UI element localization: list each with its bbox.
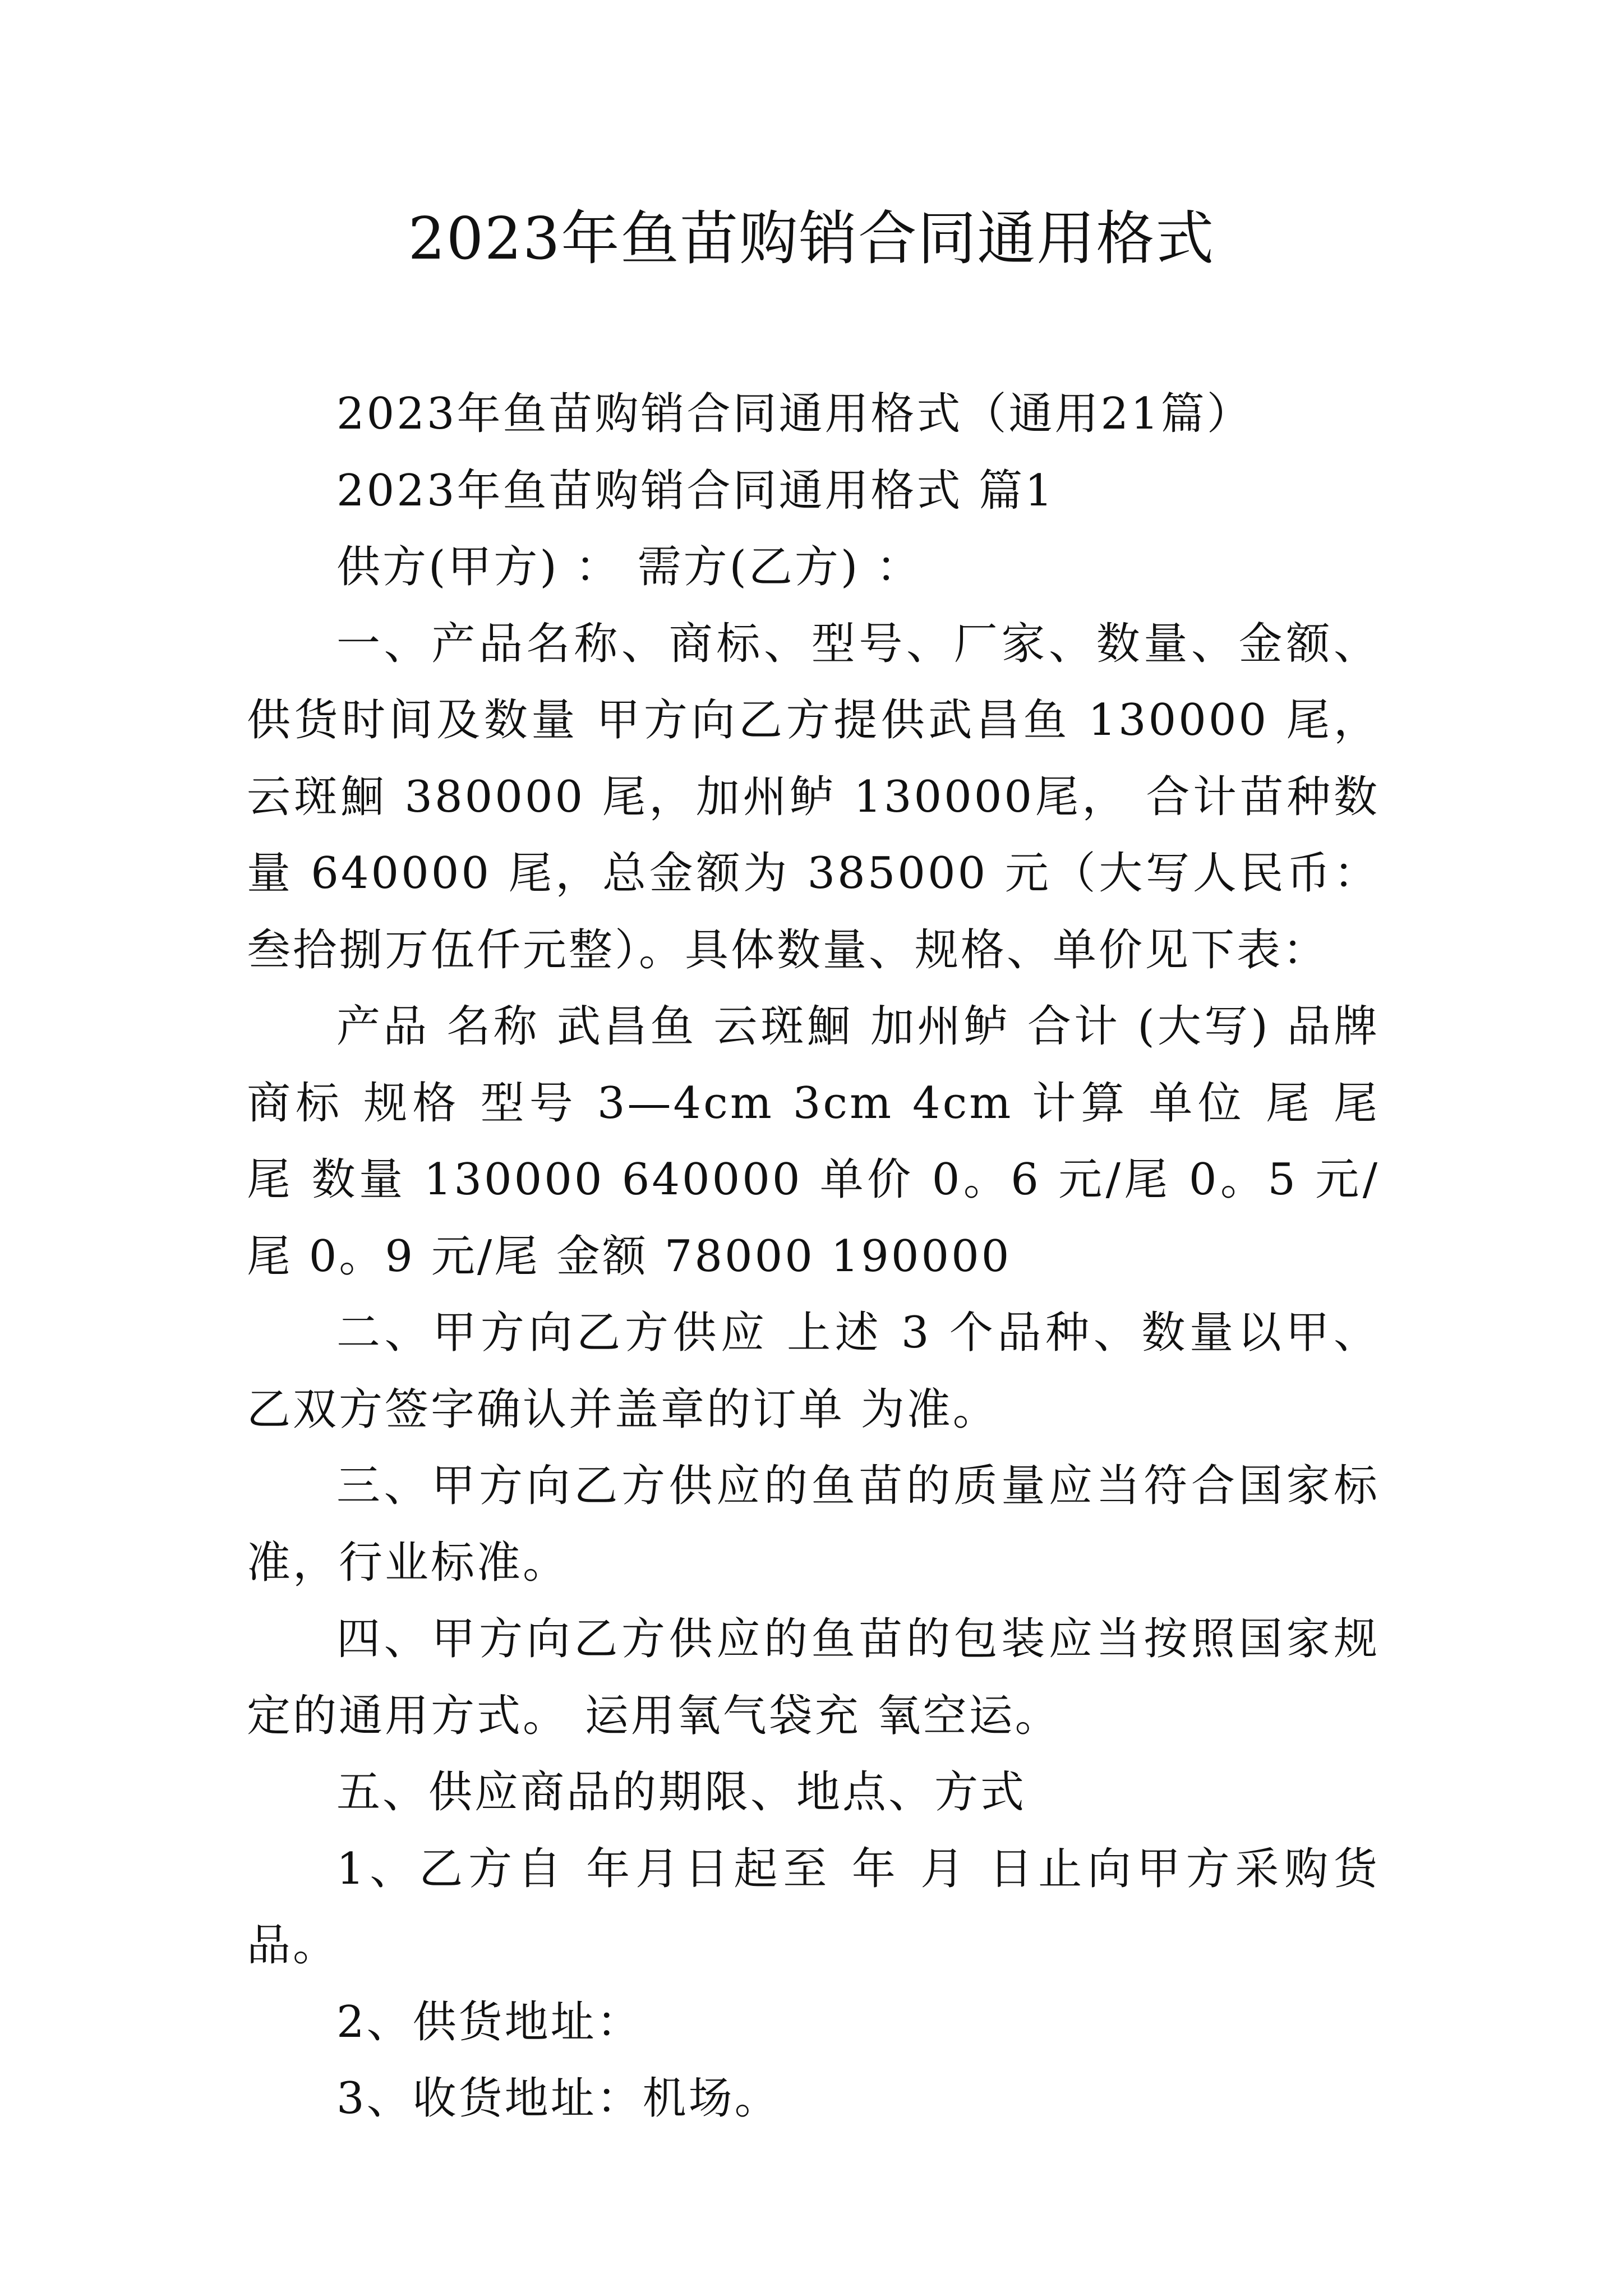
paragraph-clause-1: 一、产品名称、商标、型号、厂家、数量、金额、供货时间及数量 甲方向乙方提供武昌鱼 130000 尾，云斑鮰 380000 尾，加州鲈 130000尾， 合计苗种数量 640000 尾，总金额为 385000 元（大写人民币： 叁拾捌万伍仟元整）。具体数量、规格、单价见下表： — [247, 618, 1380, 976]
document-body — [247, 376, 1380, 2137]
paragraph-clause-5-3: 3、收货地址：机场。 — [336, 2073, 781, 2124]
paragraph-section-heading: 2023年鱼苗购销合同通用格式 篇1 — [336, 465, 1055, 516]
paragraph-subtitle: 2023年鱼苗购销合同通用格式（通用21篇） — [336, 389, 1253, 439]
paragraph-product-table: 产品 名称 武昌鱼 云斑鮰 加州鲈 合计 (大写) 品牌商标 规格 型号 3—4cm 3cm 4cm 计算 单位 尾 尾 尾 数量 130000 640000 单价 0。6 元/尾 0。5 元/尾 0。9 元/尾 金额 78000 190000 — [247, 1001, 1380, 1282]
paragraph-clause-2: 二、甲方向乙方供应 上述 3 个品种、数量以甲、乙双方签字确认并盖章的订单 为准。 — [247, 1308, 1380, 1435]
paragraph-clause-5: 五、供应商品的期限、地点、方式 — [336, 1767, 1027, 1818]
paragraph-clause-3: 三、甲方向乙方供应的鱼苗的质量应当符合国家标准，行业标准。 — [247, 1461, 1380, 1588]
paragraph-clause-5-2: 2、供货地址： — [336, 1996, 643, 2047]
paragraph-parties: 供方(甲方) ： 需方(乙方) ： — [336, 542, 923, 592]
paragraph-clause-5-1: 1、乙方自 年月日起至 年 月 日止向甲方采购货品。 — [247, 1843, 1380, 1971]
document-title: 2023年鱼苗购销合同通用格式 — [408, 204, 1215, 273]
paragraph-clause-4: 四、甲方向乙方供应的鱼苗的包装应当按照国家规定的通用方式。 运用氧气袋充 氧空运。 — [247, 1614, 1380, 1741]
